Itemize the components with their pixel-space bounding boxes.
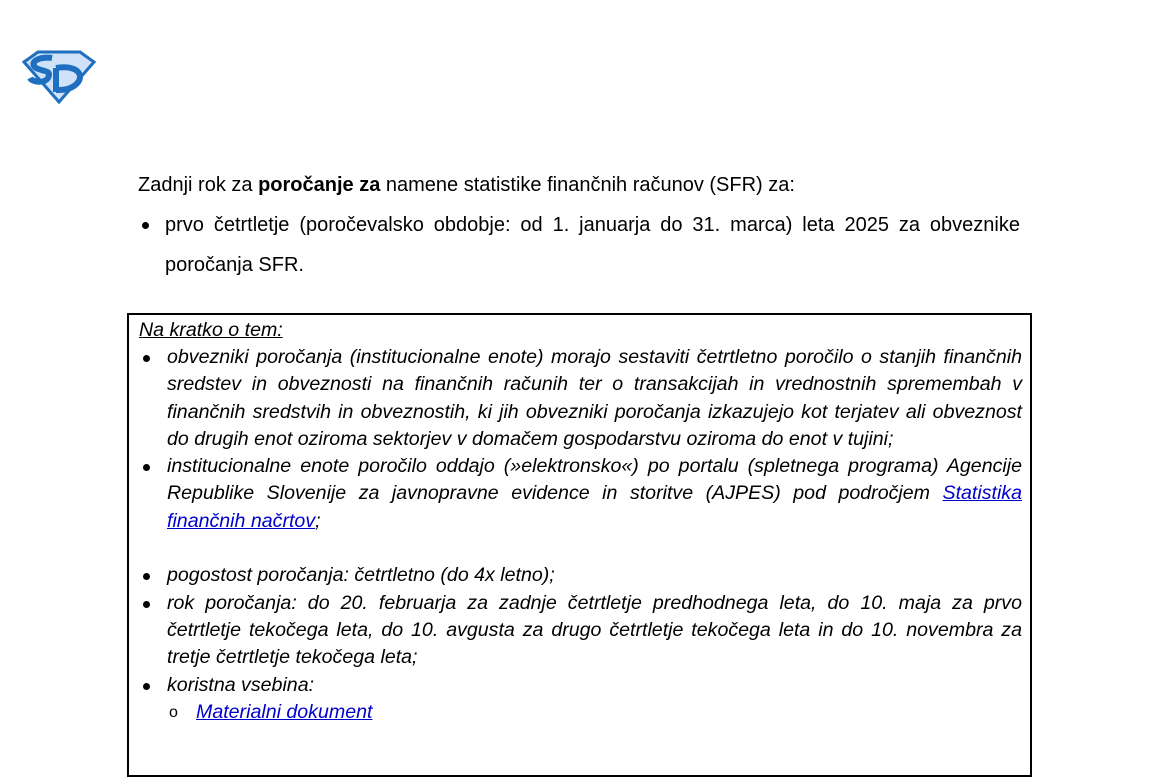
lead-text: Zadnji rok za xyxy=(138,174,259,196)
summary-box xyxy=(127,313,1032,777)
intro-bullet: prvo četrtletje (poročevalsko obdobje: od 1. januarja do 31. marca) leta 2025 za obveznike poročanja SFR. xyxy=(138,205,1020,285)
summary-list xyxy=(139,344,1022,726)
materialni-dokument-link[interactable]: Materialni dokument xyxy=(196,700,373,723)
item-text: institucionalne enote poročilo oddajo (»elektronsko«) po portalu (spletnega programa) Agencije Republike Slovenije za javnopravne evidence in storitve (AJPES) pod področjem xyxy=(167,455,1022,505)
box-title: Na kratko o tem: xyxy=(139,319,283,341)
intro-section xyxy=(138,165,1020,285)
item-text-end: ; xyxy=(315,509,321,532)
statistika-link[interactable]: Statistika finančnih načrtov xyxy=(167,482,1022,532)
list-item: obvezniki poročanja (institucionalne enote) morajo sestaviti četrtletno poročilo o stanjih finančnih sredstev in obveznosti na finančnih računih ter o transakcijah in vrednostnih spremembah v finančnih sredstvih in obveznostih, ki jih obvezniki poročanja izkazujejo kot terjatev ali obveznost do drugih enot oziroma sektorjev v domačem gospodarstvu oziroma do enot v tujini; xyxy=(139,344,1022,453)
list-item: pogostost poročanja: četrtletno (do 4x letno); xyxy=(139,562,1022,589)
list-item: rok poročanja: do 20. februarja za zadnje četrtletje predhodnega leta, do 10. maja za prvo četrtletje tekočega leta, do 10. avgusta za drugo četrtletje tekočega leta in do 10. novembra za tretje četrtletje tekočega leta; xyxy=(139,590,1022,672)
list-item xyxy=(139,453,1022,535)
lead-text-end: namene statistike finančnih računov (SFR) za: xyxy=(380,174,795,196)
sd-logo xyxy=(22,48,96,104)
intro-lead xyxy=(138,165,1020,205)
list-item: koristna vsebina: xyxy=(139,672,1022,699)
spacer xyxy=(139,535,1022,562)
sub-list-item xyxy=(139,699,1022,726)
lead-bold: poročanje za xyxy=(258,174,381,196)
